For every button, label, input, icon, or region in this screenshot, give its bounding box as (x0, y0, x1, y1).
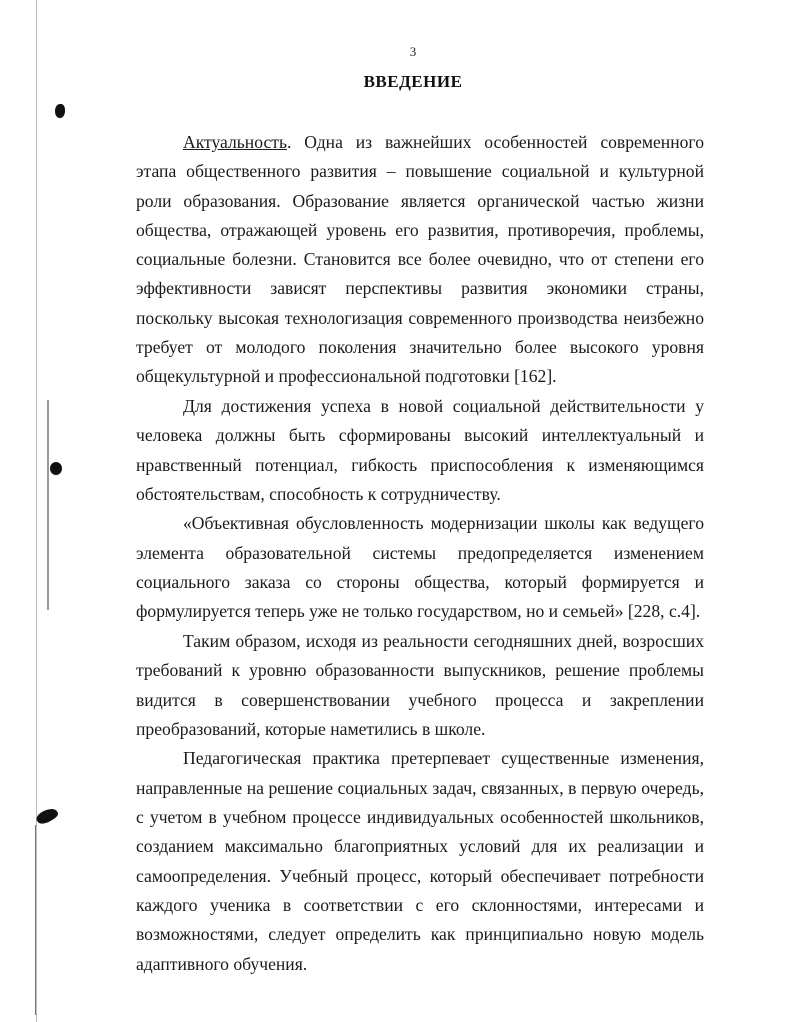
page-number: 3 (409, 44, 417, 59)
hole-punch-mark (50, 462, 62, 475)
paragraph-relevance (136, 128, 704, 392)
hole-punch-mark (34, 805, 59, 826)
document-body (136, 128, 704, 979)
paragraph: Педагогическая практика претерпевает существенные изменения, направленные на решение социальных задач, связанных, в первую очередь, с учетом в учебном процессе индивидуальных особенностей школьников, созданием максимально благоприятных условий для их реализации и самоопределения. Учебный процесс, который обеспечивает потребности каждого ученика в соответствии с его склонностями, интересами и возможностями, следует определить как принципиально новую модель адаптивного обучения. (136, 748, 704, 974)
page-title: ВВЕДЕНИЕ (363, 72, 463, 91)
paragraph-quote: «Объективная обусловленность модернизации школы как ведущего элемента образовательной системы предопределяется изменением социального заказа со стороны общества, который формируется и формулируется теперь уже не только государством, но и семьей» [228, с.4]. (136, 513, 704, 622)
scan-margin-line (35, 825, 36, 1015)
paragraph: Для достижения успеха в новой социальной действительности у человека должны быть сформированы высокий интеллектуальный и нравственный потенциал, гибкость приспособления к изменяющимся обстоятельствам, способность к сотрудничеству. (136, 395, 704, 504)
scan-margin-line (47, 400, 49, 610)
paragraph-text: . Одна из важнейших особенностей современного этапа общественного развития – повышение социальной и культурной роли образования. Образование является органической частью жизни общества, отражающей уровень его развития, противоречия, проблемы, социальные болезни. Становится все более очевидно, что от степени его эффективности зависят перспективы развития экономики страны, поскольку высокая технологизация современного производства неизбежно требует от молодого поколения значительно более высокого уровня общекультурной и профессиональной подготовки [162]. (136, 132, 704, 387)
relevance-heading: Актуальность (183, 132, 287, 152)
hole-punch-mark (55, 104, 65, 118)
scan-margin-line (36, 0, 37, 1022)
paragraph: Таким образом, исходя из реальности сегодняшних дней, возросших требований к уровню образованности выпускников, решение проблемы видится в совершенствовании учебного процесса и закреплении преобразований, которые наметились в школе. (136, 630, 704, 739)
